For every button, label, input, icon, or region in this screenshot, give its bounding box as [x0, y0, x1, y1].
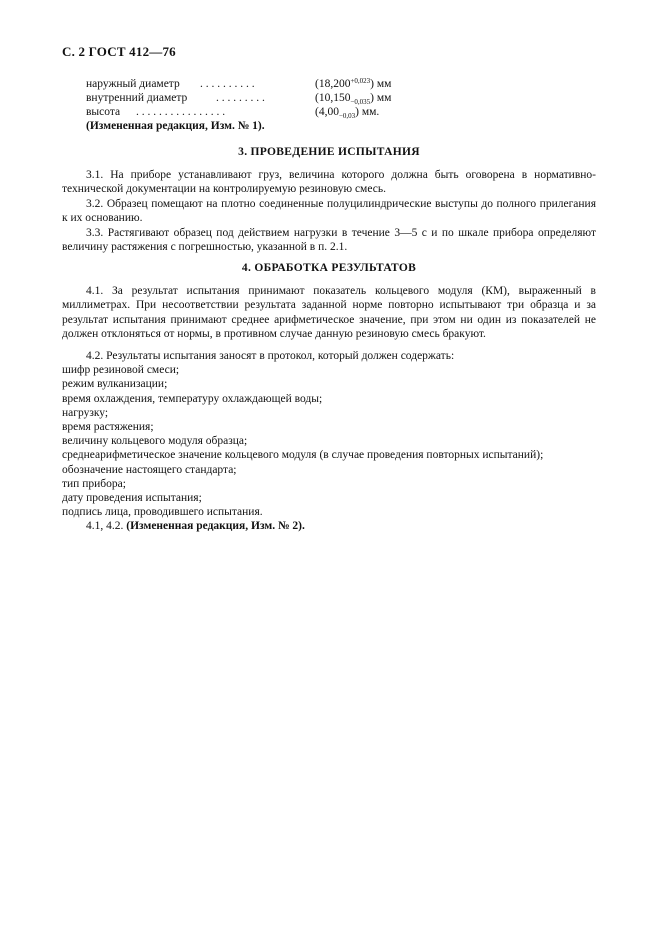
paragraph-4-2-lead: 4.2. Результаты испытания заносят в протокол, который должен содержать:	[86, 350, 455, 362]
dimension-value-unit: ) мм.	[355, 106, 380, 118]
section-4-body	[62, 284, 596, 342]
dimension-name: высота	[86, 106, 121, 118]
dimension-leader-dots: . . . . . . . . . .	[200, 78, 255, 90]
list-item: время охлаждения, температуру охлаждающей воды;	[62, 392, 323, 405]
paragraph-3-1: 3.1. На приборе устанавливают груз, величина которого должна быть оговорена в нормативно-технической документации на контролируемую резиновую смесь.	[62, 169, 596, 196]
dimension-row-height	[86, 105, 556, 119]
section-3-title: 3. ПРОВЕДЕНИЕ ИСПЫТАНИЯ	[238, 146, 420, 158]
dimensions-block	[86, 77, 556, 133]
page-header: С. 2 ГОСТ 412—76	[62, 44, 176, 59]
dimension-name: наружный диаметр	[86, 78, 180, 90]
dimension-row-inner-diameter	[86, 91, 556, 105]
paragraph-3-3: 3.3. Растягивают образец под действием нагрузки в течение 3—5 с и по шкале прибора определяют величину растяжения с погрешностью, указанной в п. 2.1.	[62, 226, 596, 254]
list-item: дату проведения испытания;	[62, 492, 202, 505]
dimension-row-outer-diameter	[86, 77, 556, 91]
dimension-tolerance-lower: −0,035	[350, 98, 371, 106]
dimension-value-main: (18,200	[315, 78, 351, 90]
dimension-value	[315, 105, 379, 119]
protocol-contents-list	[62, 349, 602, 534]
section-3-body	[62, 168, 596, 254]
dimension-value	[315, 77, 391, 91]
list-item: время растяжения;	[62, 421, 154, 434]
dimension-value-unit: ) мм	[370, 92, 392, 104]
dimension-value-main: (10,150	[315, 92, 351, 104]
list-item: нагрузку;	[62, 406, 109, 419]
dimension-tolerance-upper: +0,023	[350, 77, 371, 85]
paragraph-3-2: 3.2. Образец помещают на плотно соединенные полуцилиндрические выступы до полного прилегания к их основанию.	[62, 197, 596, 225]
amendment-note-1: (Измененная редакция, Изм. № 1).	[86, 120, 265, 132]
dimension-leader-dots: . . . . . . . . . . . . . . . .	[136, 106, 226, 118]
paragraph-4-1: 4.1. За результат испытания принимают показатель кольцевого модуля (КМ), выраженный в миллиметрах. При несоответствии результата заданной норме повторно испытывают три образца и за результат испытания принимают среднее арифметическое значение, при этом ни один из показателей не должен отклоняться от нормы, в противном случае данную резиновую смесь бракуют.	[62, 285, 596, 341]
list-item: подпись лица, проводившего испытания.	[62, 506, 263, 519]
list-item: тип прибора;	[62, 477, 126, 490]
list-item: величину кольцевого модуля образца;	[62, 435, 248, 448]
amendment-note-2-text: (Измененная редакция, Изм. № 2).	[126, 520, 305, 533]
list-item: режим вулканизации;	[62, 378, 168, 391]
dimension-value-main: (4,00	[315, 106, 339, 118]
amendment-note-2	[62, 519, 602, 533]
dimension-value-unit: ) мм	[370, 78, 392, 90]
dimension-leader-dots: . . . . . . . . .	[216, 92, 265, 104]
dimension-name: внутренний диаметр	[86, 92, 188, 104]
section-4-title: 4. ОБРАБОТКА РЕЗУЛЬТАТОВ	[241, 262, 417, 274]
dimension-value	[315, 91, 391, 105]
dimension-tolerance-lower: −0,03	[338, 112, 356, 120]
list-item: среднеарифметическое значение кольцевого модуля (в случае проведения повторных испытаний);	[62, 449, 544, 462]
list-item: обозначение настоящего стандарта;	[62, 463, 237, 476]
amendment-note-2-prefix: 4.1, 4.2.	[86, 520, 127, 533]
list-item: шифр резиновой смеси;	[62, 364, 180, 377]
